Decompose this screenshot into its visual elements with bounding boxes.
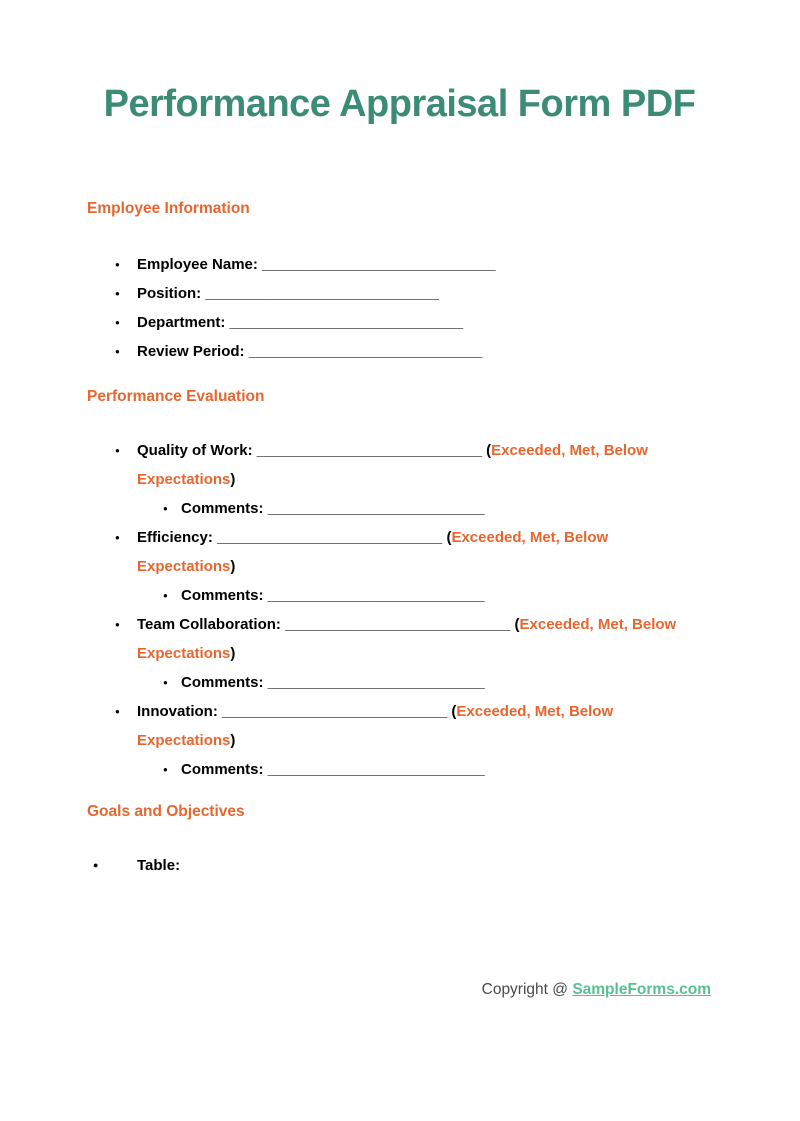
sampleforms-link[interactable]: SampleForms.com xyxy=(572,981,711,998)
paren-close: ) xyxy=(230,645,236,662)
paren-close: ) xyxy=(230,471,236,488)
paren-close: ) xyxy=(230,732,236,749)
paren-close: ) xyxy=(230,558,236,575)
field-label: Team Collaboration: xyxy=(137,616,281,633)
document-page xyxy=(0,84,800,1000)
field-blank: ___________________________ xyxy=(256,442,482,459)
field-blank: ____________________________ xyxy=(262,256,496,273)
field-blank: __________________________ xyxy=(267,587,485,604)
comments-sublist xyxy=(137,668,712,697)
list-item-team-collaboration xyxy=(87,610,712,697)
field-blank: __________________________ xyxy=(267,674,485,691)
field-label: Position: xyxy=(137,285,202,302)
page-title: Performance Appraisal Form PDF xyxy=(103,83,696,125)
field-label: Employee Name: xyxy=(137,256,258,273)
paren-open: ( xyxy=(451,703,457,720)
field-blank: ____________________________ xyxy=(205,285,439,302)
list-item-comments xyxy=(137,668,712,697)
list-item-comments xyxy=(137,755,712,784)
rating-options: Exceeded, Met, Below xyxy=(519,616,677,633)
list-item-employee-name xyxy=(87,250,712,279)
rating-options-continued: Expectations xyxy=(137,732,231,749)
field-label: Comments: xyxy=(181,761,264,778)
section-heading-goals-and-objectives: Goals and Objectives xyxy=(87,803,245,820)
employee-info-list xyxy=(87,250,712,366)
field-blank: ____________________________ xyxy=(248,343,483,360)
field-label: Comments: xyxy=(181,500,264,517)
rating-options-continued: Expectations xyxy=(137,558,231,575)
field-label: Comments: xyxy=(181,587,264,604)
comments-sublist xyxy=(137,755,712,784)
list-item-quality-of-work xyxy=(87,436,712,523)
performance-evaluation-list xyxy=(87,436,712,784)
field-label: Department: xyxy=(137,314,226,331)
list-item-comments xyxy=(137,494,712,523)
list-item-table xyxy=(87,851,712,880)
copyright-text: Copyright @ xyxy=(481,981,573,998)
rating-options-continued: Expectations xyxy=(137,645,231,662)
paren-open: ( xyxy=(446,529,452,546)
field-blank: __________________________ xyxy=(267,500,485,517)
list-item-position xyxy=(87,279,712,308)
comments-sublist xyxy=(137,581,712,610)
field-blank: ____________________________ xyxy=(229,314,464,331)
footer xyxy=(87,980,712,1000)
section-heading-employee-information: Employee Information xyxy=(87,200,250,217)
section-heading-performance-evaluation: Performance Evaluation xyxy=(87,388,265,405)
list-item-review-period xyxy=(87,337,712,366)
paren-open: ( xyxy=(486,442,492,459)
field-label: Review Period: xyxy=(137,343,245,360)
field-label: Innovation: xyxy=(137,703,218,720)
list-item-comments xyxy=(137,581,712,610)
field-blank: ___________________________ xyxy=(217,529,443,546)
rating-options-continued: Expectations xyxy=(137,471,231,488)
rating-options: Exceeded, Met, Below xyxy=(491,442,648,459)
list-item-innovation xyxy=(87,697,712,784)
comments-sublist xyxy=(137,494,712,523)
list-item-department xyxy=(87,308,712,337)
rating-options: Exceeded, Met, Below xyxy=(456,703,614,720)
field-blank: ___________________________ xyxy=(285,616,511,633)
field-blank: __________________________ xyxy=(267,761,485,778)
paren-open: ( xyxy=(514,616,520,633)
rating-options: Exceeded, Met, Below xyxy=(451,529,609,546)
list-item-efficiency xyxy=(87,523,712,610)
field-label: Quality of Work: xyxy=(137,442,253,459)
goals-list xyxy=(87,851,712,880)
field-label: Comments: xyxy=(181,674,264,691)
field-blank: ___________________________ xyxy=(222,703,448,720)
field-label: Table: xyxy=(137,857,181,874)
field-label: Efficiency: xyxy=(137,529,213,546)
